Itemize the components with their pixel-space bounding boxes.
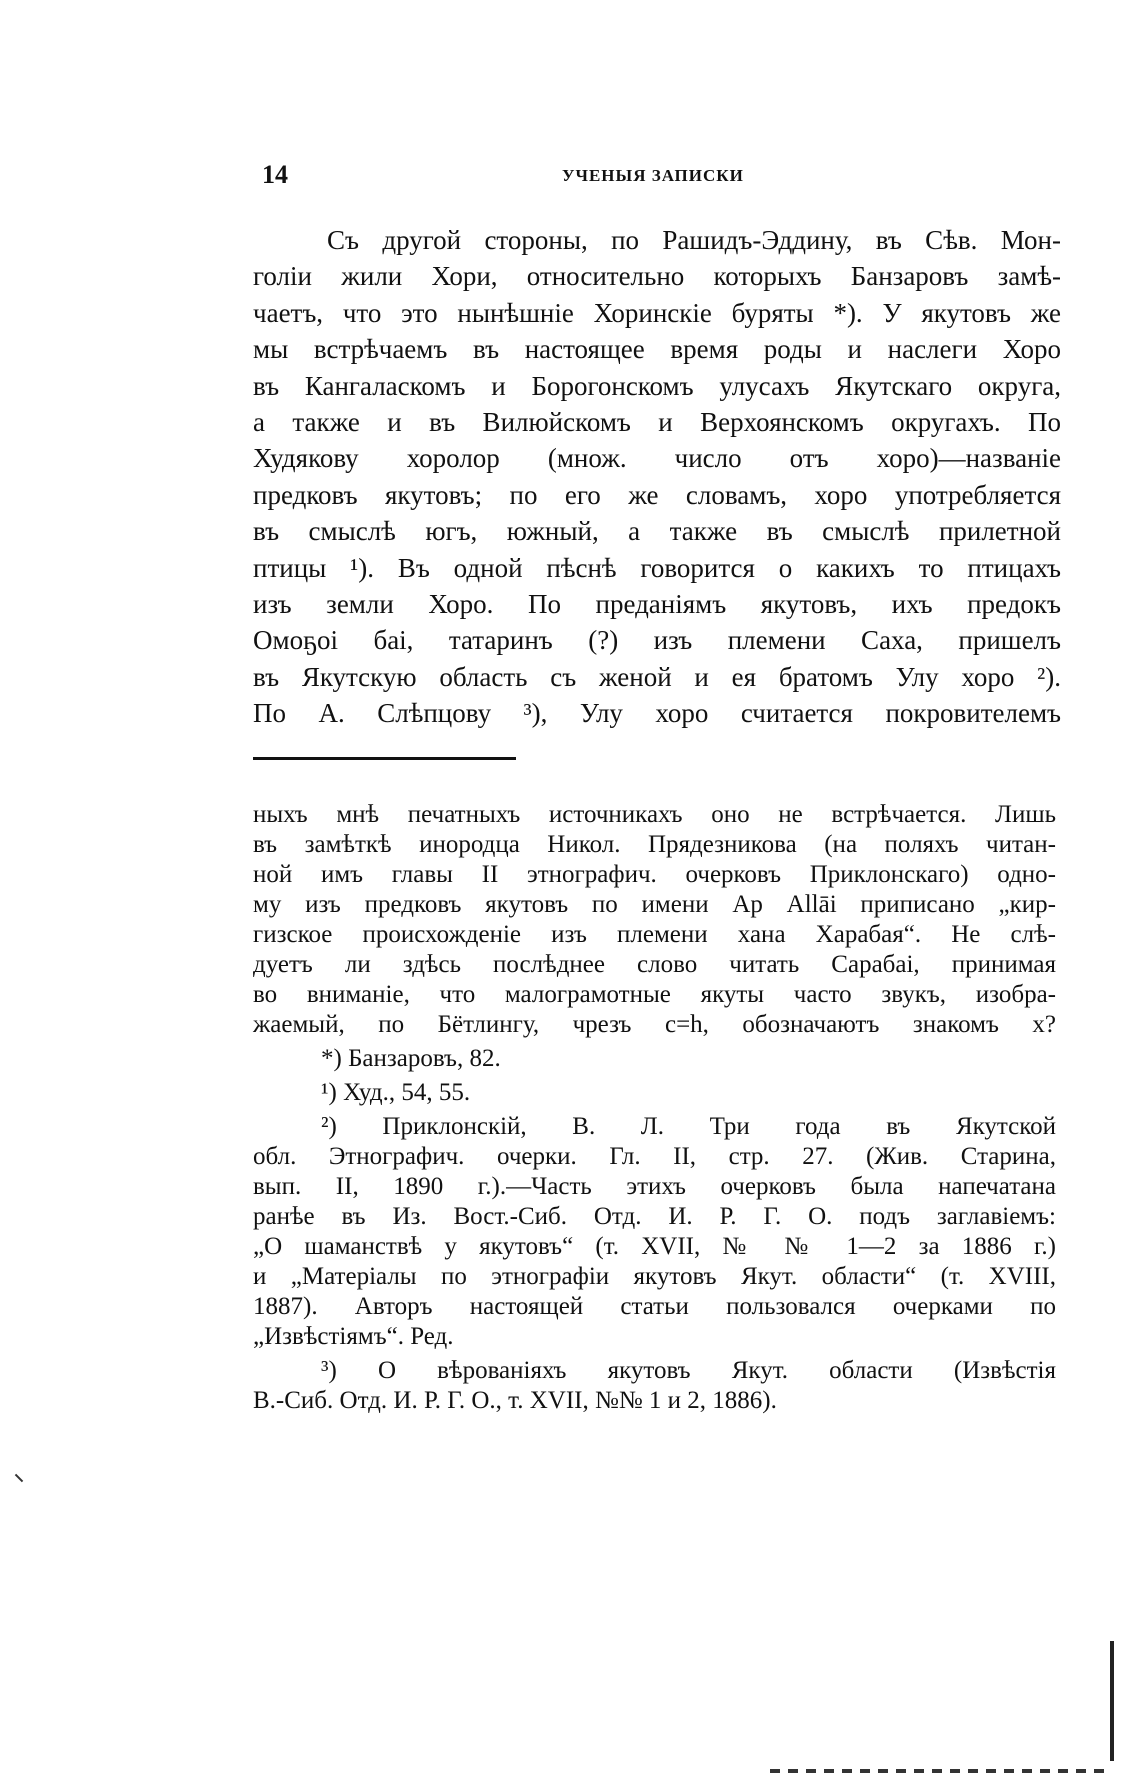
footnote-line: во вниманіе, что малограмотные якуты часто звукъ, изобра- — [253, 981, 1056, 1008]
text-line: птицы ¹). Въ одной пѣснѣ говорится о какихъ то птицахъ — [253, 552, 1061, 583]
text-line: По А. Слѣпцову ³), Улу хоро считается покровителемъ — [253, 698, 1061, 729]
footnote-star: *) Банзаровъ, 82. — [321, 1045, 501, 1072]
text-line: въ Кангаласкомъ и Борогонскомъ улусахъ Якутскаго округа, — [253, 370, 1061, 401]
footnote-line: и „Матеріалы по этнографіи якутовъ Якут. области“ (т. XVIII, — [253, 1263, 1056, 1290]
text-line: чаетъ, что это нынѣшніе Хоринскіе буряты *). У якутовъ же — [253, 297, 1061, 328]
footnote-1: ¹) Худ., 54, 55. — [321, 1079, 471, 1106]
footnote-line: 1887). Авторъ настоящей статьи пользовался очерками по — [253, 1293, 1056, 1320]
footnotes — [253, 800, 1056, 1416]
footnote-line: дуетъ ли здѣсь послѣднее слово читать Сарабаі, принимая — [253, 951, 1056, 978]
text-line: Съ другой стороны, по Рашидъ-Эддину, въ Сѣв. Мон- — [327, 225, 1061, 255]
footnote-line: му изъ предковъ якутовъ по имени Ар Аllāі приписано „кир- — [253, 891, 1056, 918]
footnote-line: обл. Этнографич. очерки. Гл. II, стр. 27. (Жив. Старина, — [253, 1143, 1056, 1170]
text-line: Омоҕоі баі, татаринъ (?) изъ племени Саха, пришелъ — [253, 625, 1061, 656]
page-header — [262, 160, 762, 190]
scan-artifact — [15, 1474, 23, 1482]
scan-bottom-artifact — [770, 1769, 1110, 1773]
scan-edge-artifact — [1110, 1641, 1114, 1761]
footnote-line: жаемый, по Бётлингу, чрезъ c=h, обозначаютъ знакомъ х? — [253, 1011, 1056, 1038]
footnote-separator — [253, 757, 516, 760]
footnote-line: вып. II, 1890 г.).—Часть этихъ очерковъ была напечатана — [253, 1173, 1056, 1200]
footnote-line: ранѣе въ Из. Вост.-Сиб. Отд. И. Р. Г. О. подъ заглавіемъ: — [253, 1203, 1056, 1230]
running-title: УЧЕНЫЯ ЗАПИСКИ — [562, 166, 744, 185]
text-line: мы встрѣчаемъ въ настоящее время роды и наслеги Хоро — [253, 334, 1061, 365]
footnote-line: въ замѣткѣ инородца Никол. Прядезникова (на поляхъ читан- — [253, 831, 1056, 858]
text-line: голіи жили Хори, относительно которыхъ Банзаровъ замѣ- — [253, 261, 1061, 292]
footnote-line: ной имъ главы II этнографич. очерковъ Приклонскаго) одно- — [253, 861, 1056, 888]
text-line: въ Якутскую область съ женой и ея братомъ Улу хоро ²). — [253, 661, 1061, 692]
footnote-line: гизское происхожденіе изъ племени хана Харабая“. Не слѣ- — [253, 921, 1056, 948]
footnote-line: „О шаманствѣ у якутовъ“ (т. XVII, № № 1—2 за 1886 г.) — [253, 1233, 1056, 1260]
footnote-3: ³) О вѣрованіяхъ якутовъ Якут. области (Извѣстія — [321, 1357, 1056, 1384]
page-number: 14 — [262, 160, 288, 189]
main-text — [253, 222, 1061, 731]
footnote-line: В.-Сиб. Отд. И. Р. Г. О., т. XVII, №№ 1 и 2, 1886). — [253, 1387, 777, 1414]
footnote-2: ²) Приклонскій, В. Л. Три года въ Якутской — [321, 1113, 1056, 1140]
footnote-line: „Извѣстіямъ“. Ред. — [253, 1323, 454, 1350]
text-line: а также и въ Вилюйскомъ и Верхоянскомъ округахъ. По — [253, 406, 1061, 437]
text-line: Худякову хоролор (множ. число отъ хоро)—названіе — [253, 443, 1061, 474]
text-line: предковъ якутовъ; по его же словамъ, хоро употребляется — [253, 479, 1061, 510]
text-line: въ смыслѣ югъ, южный, а также въ смыслѣ прилетной — [253, 516, 1061, 547]
text-line: изъ земли Хоро. По преданіямъ якутовъ, ихъ предокъ — [253, 588, 1061, 619]
footnote-line: ныхъ мнѣ печатныхъ источникахъ оно не встрѣчается. Лишь — [253, 801, 1056, 828]
